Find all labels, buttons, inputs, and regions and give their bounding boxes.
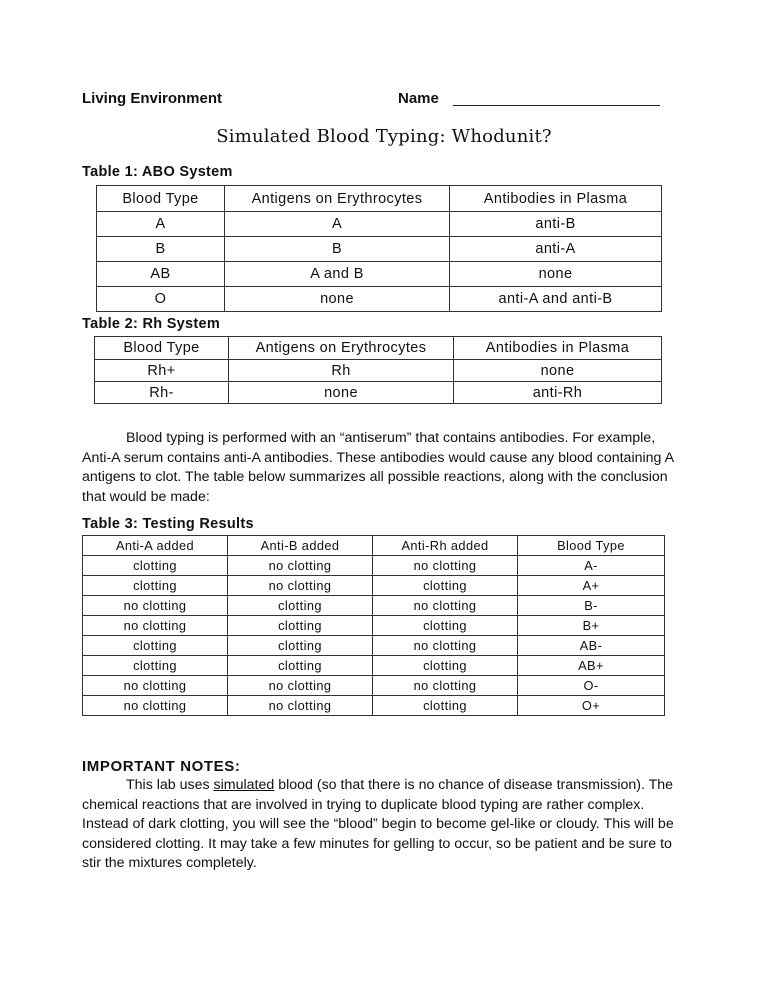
table-row	[97, 237, 662, 262]
column-header: Blood Type	[97, 186, 225, 212]
column-header: Antigens on Erythrocytes	[229, 337, 454, 360]
table-row	[97, 287, 662, 312]
table-cell: B-	[518, 596, 665, 616]
table-cell: clotting	[373, 696, 518, 716]
important-notes-heading: IMPORTANT NOTES:	[82, 758, 241, 775]
notes-underlined-word: simulated	[213, 777, 275, 793]
table-cell: B	[97, 237, 225, 262]
table-cell: B	[225, 237, 450, 262]
table-cell: AB-	[518, 636, 665, 656]
table-cell: A and B	[225, 262, 450, 287]
table-cell: anti-Rh	[454, 382, 662, 404]
table-cell: A+	[518, 576, 665, 596]
table-cell: clotting	[83, 576, 228, 596]
intro-paragraph	[82, 429, 682, 507]
column-header: Antibodies in Plasma	[454, 337, 662, 360]
table-cell: clotting	[228, 596, 373, 616]
table-cell: no clotting	[83, 596, 228, 616]
table-header-row	[95, 337, 662, 360]
table-cell: no clotting	[228, 696, 373, 716]
table-cell: O+	[518, 696, 665, 716]
table-cell: no clotting	[373, 636, 518, 656]
table-cell: O	[97, 287, 225, 312]
table-header-row	[97, 186, 662, 212]
table-row	[83, 676, 665, 696]
table-cell: no clotting	[373, 596, 518, 616]
table-row	[83, 656, 665, 676]
name-blank-line	[453, 104, 660, 106]
table-cell: A	[97, 212, 225, 237]
table-cell: clotting	[228, 616, 373, 636]
column-header: Antigens on Erythrocytes	[225, 186, 450, 212]
name-label: Name	[398, 90, 439, 107]
table-cell: no clotting	[373, 556, 518, 576]
intro-paragraph-text: Blood typing is performed with an “antiserum” that contains antibodies. For example, Anti-A serum contains anti-A antibodies. These antibodies would cause any blood containing A antigens to clot. The table below summarizes all possible reactions, along with the conclusion that would be made:	[82, 430, 674, 505]
table-cell: clotting	[83, 656, 228, 676]
table-cell: B+	[518, 616, 665, 636]
table-cell: clotting	[373, 616, 518, 636]
table2-label: Table 2: Rh System	[82, 316, 221, 332]
column-header: Anti-Rh added	[373, 536, 518, 556]
column-header: Blood Type	[518, 536, 665, 556]
column-header: Anti-B added	[228, 536, 373, 556]
testing-results-table	[82, 535, 665, 716]
table1-label: Table 1: ABO System	[82, 164, 233, 180]
abo-system-table	[96, 185, 662, 312]
table-cell: none	[229, 382, 454, 404]
table-cell: no clotting	[83, 616, 228, 636]
table-cell: O-	[518, 676, 665, 696]
column-header: Anti-A added	[83, 536, 228, 556]
worksheet-header	[82, 90, 682, 110]
table-cell: no clotting	[373, 676, 518, 696]
table-header-row	[83, 536, 665, 556]
table-cell: AB+	[518, 656, 665, 676]
rh-system-table	[94, 336, 662, 404]
table-cell: Rh+	[95, 360, 229, 382]
table3-label: Table 3: Testing Results	[82, 516, 254, 532]
table-cell: clotting	[228, 636, 373, 656]
table-cell: AB	[97, 262, 225, 287]
table-row	[83, 556, 665, 576]
subject-label: Living Environment	[82, 90, 223, 107]
column-header: Antibodies in Plasma	[450, 186, 662, 212]
table-row	[97, 212, 662, 237]
table-cell: A-	[518, 556, 665, 576]
table-row	[83, 616, 665, 636]
page-title: Simulated Blood Typing: Whodunit?	[216, 126, 552, 147]
table-cell: no clotting	[228, 676, 373, 696]
important-notes-text	[82, 776, 688, 874]
table-row	[83, 636, 665, 656]
table-cell: clotting	[373, 576, 518, 596]
table-row	[83, 696, 665, 716]
table-cell: anti-B	[450, 212, 662, 237]
table-cell: no clotting	[228, 556, 373, 576]
table-cell: no clotting	[83, 696, 228, 716]
table-cell: no clotting	[228, 576, 373, 596]
table-cell: clotting	[373, 656, 518, 676]
table-cell: Rh-	[95, 382, 229, 404]
table-row	[97, 262, 662, 287]
notes-text-before: This lab uses	[126, 777, 214, 793]
table-cell: anti-A and anti-B	[450, 287, 662, 312]
table-row	[83, 576, 665, 596]
table-cell: clotting	[228, 656, 373, 676]
table-row	[95, 382, 662, 404]
table-cell: no clotting	[83, 676, 228, 696]
table-cell: A	[225, 212, 450, 237]
table-cell: none	[450, 262, 662, 287]
table-cell: Rh	[229, 360, 454, 382]
table-cell: none	[225, 287, 450, 312]
column-header: Blood Type	[95, 337, 229, 360]
table-cell: clotting	[83, 556, 228, 576]
table-row	[83, 596, 665, 616]
table-cell: clotting	[83, 636, 228, 656]
notes-text-after: blood (so that there is no chance of disease transmission). The chemical reactions that are involved in trying to duplicate blood typing are rather complex. Instead of dark clotting, you will see the “blood” begin to become gel-like or cloudy. This will be considered clotting. It may take a few minutes for gelling to occur, so be patient and be sure to stir the mixtures completely.	[82, 777, 674, 871]
table-row	[95, 360, 662, 382]
table-cell: none	[454, 360, 662, 382]
table-cell: anti-A	[450, 237, 662, 262]
